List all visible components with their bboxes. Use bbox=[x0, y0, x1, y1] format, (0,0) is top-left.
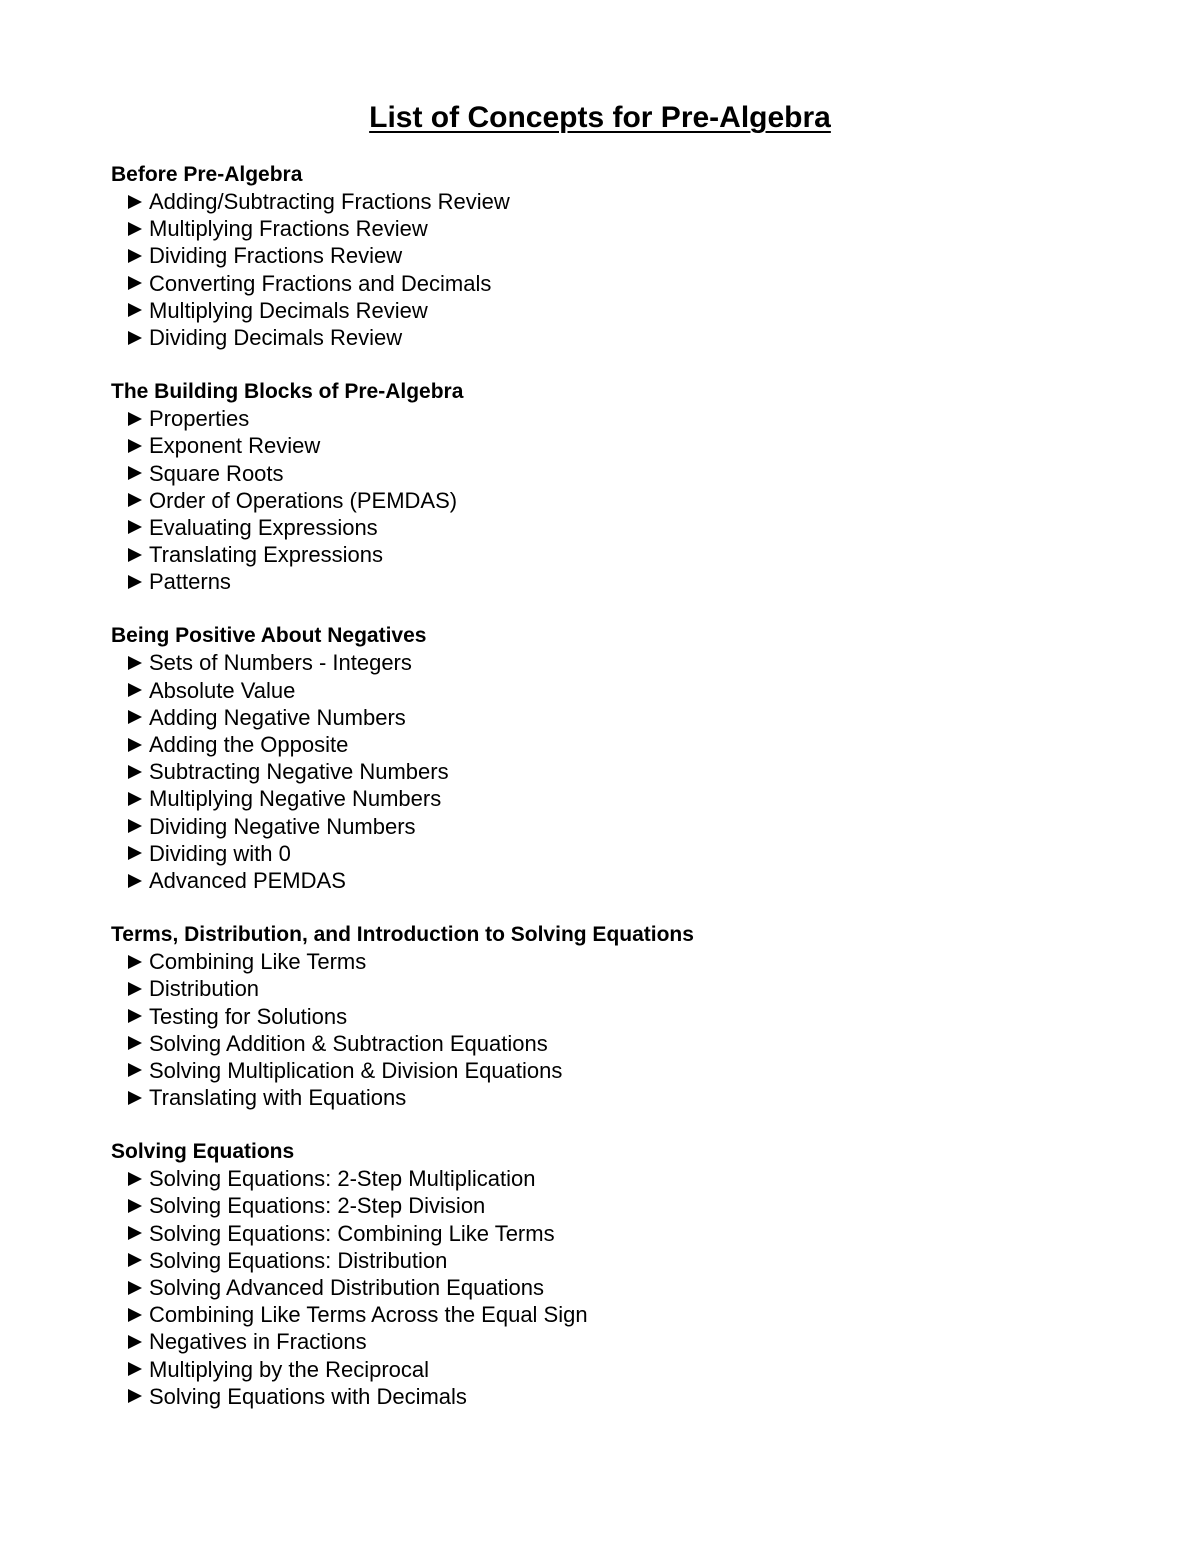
concept-list-item bbox=[111, 948, 1111, 975]
concept-label: Advanced PEMDAS bbox=[149, 867, 346, 893]
concept-list-item bbox=[111, 541, 1111, 568]
right-pointer-triangle-icon bbox=[128, 792, 142, 806]
right-pointer-triangle-icon bbox=[128, 1226, 142, 1240]
concept-label: Translating with Equations bbox=[149, 1085, 407, 1111]
right-pointer-triangle-icon bbox=[128, 738, 142, 752]
concept-list-item bbox=[111, 568, 1111, 595]
right-pointer-triangle-icon bbox=[128, 1253, 142, 1267]
right-pointer-triangle-icon bbox=[128, 1281, 142, 1295]
concept-section bbox=[111, 1138, 1111, 1410]
concept-section bbox=[111, 622, 1111, 894]
concept-list-item bbox=[111, 1057, 1111, 1084]
concept-label: Dividing Decimals Review bbox=[149, 324, 403, 350]
right-pointer-triangle-icon bbox=[128, 222, 142, 236]
right-pointer-triangle-icon bbox=[128, 1199, 142, 1213]
right-pointer-triangle-icon bbox=[128, 1335, 142, 1349]
concept-list-item bbox=[111, 1084, 1111, 1111]
concept-label: Solving Equations with Decimals bbox=[149, 1383, 467, 1409]
concept-label: Testing for Solutions bbox=[149, 1003, 348, 1029]
right-pointer-triangle-icon bbox=[128, 955, 142, 969]
concept-label: Solving Advanced Distribution Equations bbox=[149, 1275, 545, 1300]
concept-label: Multiplying by the Reciprocal bbox=[149, 1356, 430, 1382]
right-pointer-triangle-icon bbox=[128, 195, 142, 209]
concept-list-item bbox=[111, 460, 1111, 487]
section-heading: Terms, Distribution, and Introduction to Solving Equations bbox=[111, 923, 694, 947]
right-pointer-triangle-icon bbox=[128, 819, 142, 833]
concept-label: Adding the Opposite bbox=[149, 732, 349, 757]
right-pointer-triangle-icon bbox=[128, 1036, 142, 1050]
concept-list bbox=[111, 1165, 1111, 1410]
concept-list bbox=[111, 188, 1111, 351]
concept-label: Solving Multiplication & Division Equations bbox=[149, 1057, 563, 1083]
right-pointer-triangle-icon bbox=[128, 765, 142, 779]
section-heading: Before Pre-Algebra bbox=[111, 163, 303, 186]
concept-list-item bbox=[111, 405, 1111, 432]
concept-list-item bbox=[111, 1301, 1111, 1328]
concept-list-item bbox=[111, 1003, 1111, 1030]
concept-list-item bbox=[111, 270, 1111, 297]
right-pointer-triangle-icon bbox=[128, 874, 142, 888]
concept-label: Subtracting Negative Numbers bbox=[149, 759, 449, 785]
concept-list-item bbox=[111, 1165, 1111, 1192]
concept-label: Properties bbox=[149, 406, 250, 432]
concept-list-item bbox=[111, 297, 1111, 324]
right-pointer-triangle-icon bbox=[128, 548, 142, 562]
page-title: List of Concepts for Pre-Algebra bbox=[369, 101, 831, 134]
section-heading: The Building Blocks of Pre-Algebra bbox=[111, 380, 464, 404]
concept-list-item bbox=[111, 1383, 1111, 1410]
concept-list-item bbox=[111, 1030, 1111, 1057]
concept-list-item bbox=[111, 704, 1111, 731]
right-pointer-triangle-icon bbox=[128, 1009, 142, 1023]
right-pointer-triangle-icon bbox=[128, 439, 142, 453]
right-pointer-triangle-icon bbox=[128, 331, 142, 345]
concept-label: Square Roots bbox=[149, 460, 284, 486]
concept-label: Combining Like Terms bbox=[149, 949, 367, 975]
concept-label: Dividing Negative Numbers bbox=[149, 813, 416, 839]
concept-list-item bbox=[111, 649, 1111, 676]
right-pointer-triangle-icon bbox=[128, 303, 142, 317]
concept-section bbox=[111, 378, 1111, 595]
concept-list-item bbox=[111, 1274, 1111, 1301]
concept-list-item bbox=[111, 1328, 1111, 1355]
right-pointer-triangle-icon bbox=[128, 683, 142, 697]
concept-list-item bbox=[111, 840, 1111, 867]
right-pointer-triangle-icon bbox=[128, 656, 142, 670]
concept-list-item bbox=[111, 514, 1111, 541]
right-pointer-triangle-icon bbox=[128, 412, 142, 426]
concept-label: Solving Equations: 2-Step Division bbox=[149, 1193, 486, 1219]
concept-label: Exponent Review bbox=[149, 433, 321, 459]
concept-list-item bbox=[111, 975, 1111, 1002]
concept-label: Solving Equations: Combining Like Terms bbox=[149, 1220, 555, 1246]
right-pointer-triangle-icon bbox=[128, 1389, 142, 1403]
concept-sections bbox=[111, 161, 1111, 1437]
right-pointer-triangle-icon bbox=[128, 520, 142, 534]
concept-label: Negatives in Fractions bbox=[149, 1329, 367, 1355]
right-pointer-triangle-icon bbox=[128, 710, 142, 724]
concept-list-item bbox=[111, 867, 1111, 894]
concept-label: Solving Addition & Subtraction Equations bbox=[149, 1030, 548, 1056]
concept-label: Multiplying Negative Numbers bbox=[149, 786, 442, 812]
concept-label: Absolute Value bbox=[149, 677, 296, 703]
right-pointer-triangle-icon bbox=[128, 276, 142, 290]
concept-section bbox=[111, 921, 1111, 1111]
concept-list-item bbox=[111, 1220, 1111, 1247]
concept-list bbox=[111, 649, 1111, 894]
concept-label: Sets of Numbers - Integers bbox=[149, 650, 412, 676]
concept-label: Multiplying Fractions Review bbox=[149, 216, 428, 242]
concept-label: Dividing with 0 bbox=[149, 840, 291, 866]
concept-label: Translating Expressions bbox=[149, 542, 383, 568]
concept-list-item bbox=[111, 242, 1111, 269]
right-pointer-triangle-icon bbox=[128, 1172, 142, 1186]
concept-list-item bbox=[111, 677, 1111, 704]
concept-list-item bbox=[111, 813, 1111, 840]
right-pointer-triangle-icon bbox=[128, 1308, 142, 1322]
concept-list-item bbox=[111, 188, 1111, 215]
concept-list-item bbox=[111, 1247, 1111, 1274]
concept-label: Patterns bbox=[149, 569, 231, 595]
concept-list-item bbox=[111, 324, 1111, 351]
concept-list-item bbox=[111, 432, 1111, 459]
right-pointer-triangle-icon bbox=[128, 1362, 142, 1376]
concept-list-item bbox=[111, 215, 1111, 242]
concept-label: Multiplying Decimals Review bbox=[149, 297, 428, 323]
concept-list-item bbox=[111, 487, 1111, 514]
section-heading: Solving Equations bbox=[111, 1140, 295, 1164]
right-pointer-triangle-icon bbox=[128, 466, 142, 480]
concept-list-item bbox=[111, 785, 1111, 812]
concept-label: Evaluating Expressions bbox=[149, 514, 378, 540]
concept-list bbox=[111, 948, 1111, 1111]
section-heading: Being Positive About Negatives bbox=[111, 624, 427, 648]
concept-label: Solving Equations: 2-Step Multiplication bbox=[149, 1166, 536, 1192]
concept-list-item bbox=[111, 1192, 1111, 1219]
concept-label: Adding Negative Numbers bbox=[149, 704, 406, 730]
concept-label: Dividing Fractions Review bbox=[149, 243, 403, 269]
concept-list bbox=[111, 405, 1111, 595]
right-pointer-triangle-icon bbox=[128, 846, 142, 860]
concept-label: Order of Operations (PEMDAS) bbox=[149, 487, 458, 513]
right-pointer-triangle-icon bbox=[128, 1063, 142, 1077]
right-pointer-triangle-icon bbox=[128, 982, 142, 996]
concept-label: Converting Fractions and Decimals bbox=[149, 270, 492, 296]
right-pointer-triangle-icon bbox=[128, 493, 142, 507]
right-pointer-triangle-icon bbox=[128, 249, 142, 263]
concept-list-item bbox=[111, 758, 1111, 785]
right-pointer-triangle-icon bbox=[128, 575, 142, 589]
concept-label: Solving Equations: Distribution bbox=[149, 1247, 448, 1273]
concept-label: Distribution bbox=[149, 976, 260, 1002]
right-pointer-triangle-icon bbox=[128, 1091, 142, 1105]
concept-list-item bbox=[111, 731, 1111, 758]
concept-label: Adding/Subtracting Fractions Review bbox=[149, 189, 510, 214]
concept-label: Combining Like Terms Across the Equal Sign bbox=[149, 1302, 588, 1328]
concept-list-item bbox=[111, 1356, 1111, 1383]
concept-section bbox=[111, 161, 1111, 351]
